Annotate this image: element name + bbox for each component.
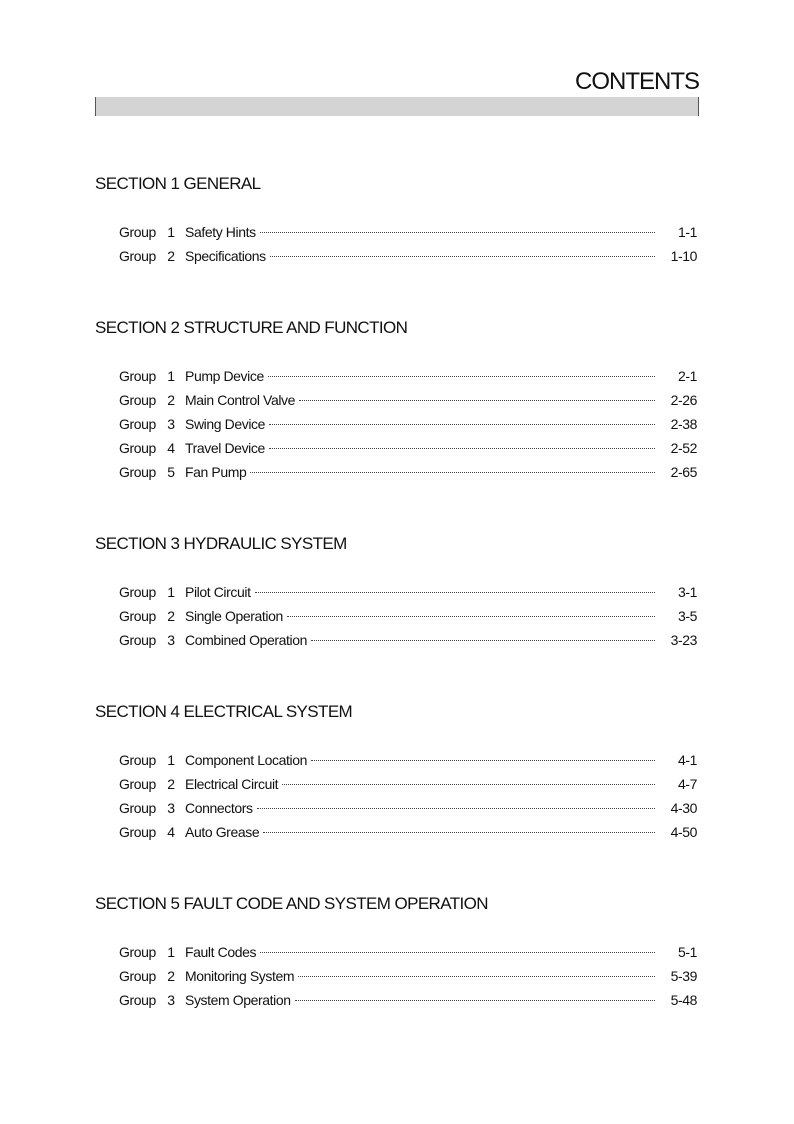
group-label: Group (119, 776, 156, 792)
group-label: Group (119, 248, 156, 264)
section-title: SECTION 3 HYDRAULIC SYSTEM (95, 534, 347, 553)
page-number: 2-26 (670, 392, 697, 408)
entry-title: Single Operation (185, 608, 283, 624)
entry-title: System Operation (185, 992, 291, 1008)
section-3 (95, 534, 697, 652)
dot-leader (295, 1000, 655, 1001)
toc-entry[interactable] (95, 604, 697, 628)
group-label: Group (119, 968, 156, 984)
page-number: 5-39 (670, 968, 697, 984)
group-number: 1 (167, 944, 175, 960)
dot-leader (311, 760, 655, 761)
header-bar (95, 97, 699, 116)
entry-title: Travel Device (185, 440, 265, 456)
toc-entry[interactable] (95, 748, 697, 772)
group-number: 2 (167, 776, 175, 792)
section-title: SECTION 4 ELECTRICAL SYSTEM (95, 702, 353, 721)
toc-entry[interactable] (95, 412, 697, 436)
dot-leader (269, 424, 655, 425)
group-number: 3 (167, 416, 175, 432)
entry-title: Swing Device (185, 416, 266, 432)
group-label: Group (119, 632, 156, 648)
group-number: 3 (167, 992, 175, 1008)
group-number: 2 (167, 392, 175, 408)
entry-title: Pilot Circuit (185, 584, 251, 600)
group-label: Group (119, 368, 156, 384)
group-label: Group (119, 944, 156, 960)
entry-title: Pump Device (185, 368, 264, 384)
dot-leader (268, 376, 655, 377)
group-label: Group (119, 752, 156, 768)
dot-leader (287, 616, 655, 617)
group-label: Group (119, 440, 156, 456)
page-number: 2-38 (670, 416, 697, 432)
toc-entry[interactable] (95, 220, 697, 244)
page-number: 2-65 (670, 464, 697, 480)
toc-entry[interactable] (95, 460, 697, 484)
dot-leader (270, 256, 655, 257)
group-label: Group (119, 800, 156, 816)
page-number: 4-7 (677, 776, 697, 792)
dot-leader (269, 448, 655, 449)
toc-entry[interactable] (95, 436, 697, 460)
group-label: Group (119, 416, 156, 432)
page-number: 3-1 (677, 584, 697, 600)
group-number: 5 (167, 464, 175, 480)
entry-title: Connectors (185, 800, 253, 816)
section-title: SECTION 5 FAULT CODE AND SYSTEM OPERATION (95, 894, 488, 913)
group-number: 2 (167, 968, 175, 984)
dot-leader (260, 232, 655, 233)
entry-title: Monitoring System (185, 968, 295, 984)
dot-leader (263, 832, 655, 833)
toc-entry[interactable] (95, 244, 697, 268)
toc-entry[interactable] (95, 940, 697, 964)
entry-title: Combined Operation (185, 632, 307, 648)
dot-leader (250, 472, 655, 473)
page-number: 4-30 (670, 800, 697, 816)
section-4 (95, 702, 697, 844)
entry-title: Fault Codes (185, 944, 257, 960)
page-number: 4-1 (677, 752, 697, 768)
toc-entry[interactable] (95, 988, 697, 1012)
group-number: 4 (167, 440, 175, 456)
dot-leader (298, 976, 655, 977)
dot-leader (255, 592, 655, 593)
toc-entry[interactable] (95, 580, 697, 604)
page-number: 1-1 (677, 224, 697, 240)
entry-title: Fan Pump (185, 464, 247, 480)
section-2 (95, 318, 697, 484)
page-number: 2-1 (677, 368, 697, 384)
group-label: Group (119, 992, 156, 1008)
toc-entry[interactable] (95, 964, 697, 988)
group-label: Group (119, 584, 156, 600)
page-number: 5-1 (677, 944, 697, 960)
group-number: 4 (167, 824, 175, 840)
toc-entry[interactable] (95, 628, 697, 652)
toc-entry[interactable] (95, 364, 697, 388)
section-1 (95, 174, 697, 268)
page-number: 3-23 (670, 632, 697, 648)
toc-entry[interactable] (95, 772, 697, 796)
entry-title: Main Control Valve (185, 392, 296, 408)
entry-title: Specifications (185, 248, 266, 264)
dot-leader (282, 784, 655, 785)
group-label: Group (119, 824, 156, 840)
section-5 (95, 894, 697, 1012)
page-number: 3-5 (677, 608, 697, 624)
group-number: 1 (167, 224, 175, 240)
entry-title: Electrical Circuit (185, 776, 279, 792)
group-number: 2 (167, 608, 175, 624)
group-number: 1 (167, 368, 175, 384)
page-number: 2-52 (670, 440, 697, 456)
page-title: CONTENTS (575, 68, 699, 95)
group-label: Group (119, 608, 156, 624)
page-number: 5-48 (670, 992, 697, 1008)
group-number: 3 (167, 800, 175, 816)
dot-leader (257, 808, 655, 809)
group-label: Group (119, 392, 156, 408)
group-number: 1 (167, 752, 175, 768)
entry-title: Safety Hints (185, 224, 256, 240)
dot-leader (299, 400, 655, 401)
group-number: 1 (167, 584, 175, 600)
toc-entry[interactable] (95, 820, 697, 844)
toc-entry[interactable] (95, 796, 697, 820)
group-number: 3 (167, 632, 175, 648)
toc-entry[interactable] (95, 388, 697, 412)
dot-leader (260, 952, 655, 953)
entry-title: Auto Grease (185, 824, 260, 840)
entry-title: Component Location (185, 752, 307, 768)
group-label: Group (119, 464, 156, 480)
section-title: SECTION 1 GENERAL (95, 174, 261, 193)
page-number: 1-10 (670, 248, 697, 264)
group-number: 2 (167, 248, 175, 264)
page-number: 4-50 (670, 824, 697, 840)
group-label: Group (119, 224, 156, 240)
section-title: SECTION 2 STRUCTURE AND FUNCTION (95, 318, 408, 337)
dot-leader (311, 640, 655, 641)
